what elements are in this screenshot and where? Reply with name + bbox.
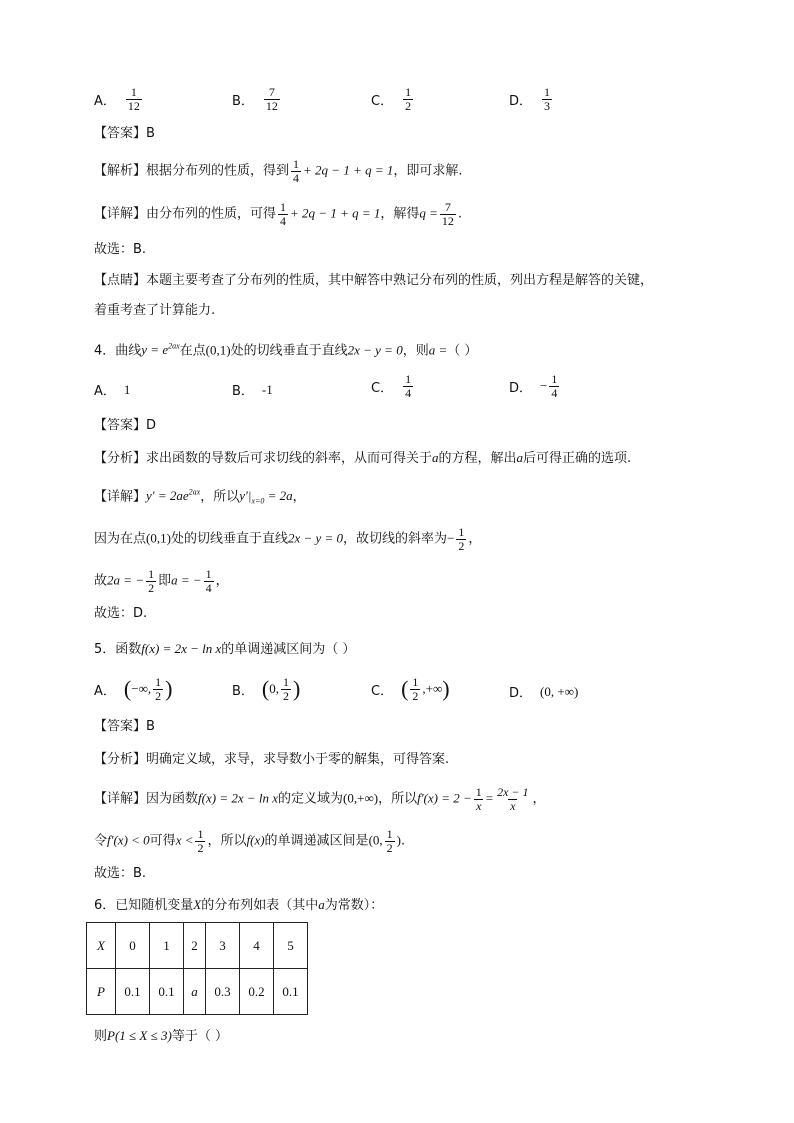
- var-a: a: [516, 450, 524, 465]
- punct: ，: [468, 531, 482, 547]
- detail-text: 因为函数: [146, 791, 199, 807]
- close-paren: ): [165, 676, 173, 702]
- table-cell: 1: [150, 923, 184, 969]
- equation: 2a = −: [107, 572, 145, 588]
- table-row: [87, 923, 308, 969]
- q5-detail-line1: [94, 786, 734, 812]
- fenxi-tag: 【分析】: [94, 451, 147, 466]
- analysis-tail: ，即可求解.: [393, 163, 463, 179]
- interval-start: (0,: [368, 832, 383, 848]
- q4-option-b: [232, 380, 273, 399]
- table-cell: 4: [240, 923, 274, 969]
- q5-choose: 故选：B.: [94, 866, 147, 881]
- fraction: $\frac{1}{2}$: [155, 675, 162, 703]
- q5-option-a: [94, 676, 172, 702]
- table-cell: 0.3: [206, 969, 240, 1015]
- q3-comment-line2: 着重考查了计算能力.: [94, 303, 216, 318]
- fraction: $\frac{1}{12}$: [127, 85, 140, 113]
- stem-text: 5．函数: [94, 642, 142, 657]
- answer-value: D: [146, 418, 157, 433]
- open-paren: (: [401, 676, 409, 702]
- equals: =: [485, 790, 494, 806]
- domain: (0,+∞): [343, 790, 379, 806]
- table-cell: 0.1: [274, 969, 308, 1015]
- fraction: $\frac{2x - 1}{x}$: [497, 785, 529, 813]
- fraction-half: $\frac{1}{2}$: [148, 567, 155, 595]
- fraction-quarter: $\frac{1}{4}$: [293, 157, 300, 185]
- deriv-exp: 2ax: [188, 488, 201, 497]
- close-paren: ): [442, 676, 450, 702]
- q6-ask: [94, 1026, 734, 1047]
- detail-text: 由分布列的性质，可得: [146, 206, 277, 222]
- q5-stem: [94, 639, 734, 660]
- line-expr: 2x − y = 0: [347, 342, 403, 358]
- curve-base: y = e: [141, 342, 169, 358]
- stem-text: 为常数）：: [324, 898, 384, 913]
- detail-text: ，所以: [207, 833, 247, 849]
- q4-option-a: [94, 380, 130, 399]
- stem-text: 的单调递减区间为（ ）: [221, 642, 356, 657]
- deriv-base: y′ = 2ae: [146, 488, 189, 504]
- interval: (0, +∞): [540, 683, 579, 699]
- q4-stem: [94, 337, 734, 361]
- table-cell: a: [184, 969, 206, 1015]
- fraction-quarter: $\frac{1}{4}$: [205, 567, 212, 595]
- curve-expr: [141, 342, 179, 357]
- detail-tag: 【详解】: [94, 489, 147, 505]
- fenxi-text: 明确定义域，求导，求导数小于零的解集，可得答案.: [146, 752, 450, 767]
- answer-tag: 【答案】: [94, 126, 147, 141]
- fraction: $\frac{1}{4}$: [405, 372, 412, 400]
- detail-text: 令: [94, 833, 108, 849]
- option-label: A．: [94, 384, 116, 399]
- punct: ，: [292, 489, 306, 505]
- inequality: f′(x) < 0: [107, 832, 150, 848]
- open-paren: (: [261, 676, 270, 702]
- deriv-eval: [239, 488, 293, 506]
- option-label: D．: [509, 380, 533, 396]
- distribution-table: [86, 922, 308, 1015]
- table-cell: 0: [116, 923, 150, 969]
- option-value: -1: [261, 381, 273, 397]
- table-cell: 2: [184, 923, 206, 969]
- comment-tag: 【点睛】: [94, 273, 147, 288]
- var-x: X: [193, 897, 202, 912]
- func-expr: f(x) = 2x − ln x: [141, 641, 222, 656]
- fraction: $\frac{1}{2}$: [405, 85, 412, 113]
- q3-detail: 【详解】由分布列的性质，可得 $\frac{1}{4}$ + 2q − 1 + q = 1，解得q = $\frac{7}{12}$ .: [94, 200, 463, 228]
- option-label: D．: [509, 93, 533, 109]
- detail-text: 故: [94, 573, 108, 589]
- fraction: $\frac{1}{2}$: [283, 675, 289, 703]
- fraction: $\frac{1}{2}$: [412, 675, 419, 703]
- q3-comment: [94, 271, 734, 291]
- analysis-tag: 【解析】: [94, 163, 147, 179]
- q4-answer: [94, 416, 734, 436]
- equation: + 2q − 1 + q = 1: [290, 205, 381, 221]
- punct: ，: [532, 791, 546, 807]
- q4-detail-line2: [94, 526, 734, 552]
- const-a: a: [318, 897, 325, 912]
- option-label: C．: [371, 380, 394, 396]
- x-lt: x <: [175, 832, 194, 848]
- fraction-q-value: $\frac{7}{12}$: [441, 200, 454, 228]
- detail-text: 即: [158, 573, 172, 589]
- table-cell: 0.1: [150, 969, 184, 1015]
- q3-analysis: [94, 158, 734, 184]
- point: (0,1): [146, 530, 171, 546]
- detail-text: 处的切线垂直于直线: [170, 531, 288, 547]
- fraction-quarter: $\frac{1}{4}$: [280, 200, 287, 228]
- minus-sign: −: [540, 378, 548, 394]
- q5-option-c: [371, 676, 450, 702]
- answer-tag: 【答案】: [94, 719, 147, 734]
- eval-result: = 2a: [267, 488, 293, 504]
- derivative: [146, 488, 200, 503]
- q4-choose: 故选：D.: [94, 606, 148, 621]
- stem-text: 的分布列如表（其中: [201, 898, 319, 913]
- q3-option-d: [509, 86, 554, 112]
- stem-text: 在点: [179, 343, 206, 359]
- q6-stem: [94, 895, 734, 916]
- option-label: A．: [94, 93, 116, 109]
- prob-expr: P(1 ≤ X ≤ 3): [107, 1028, 172, 1043]
- stem-text: 4．曲线: [94, 343, 142, 359]
- derivative: f′(x) = 2 −: [417, 790, 472, 806]
- q3-option-a: [94, 86, 144, 112]
- table-cell: 0.1: [116, 969, 150, 1015]
- answer-value: B: [146, 719, 155, 734]
- option-label: C．: [371, 683, 394, 699]
- interval-end: ,+∞: [422, 681, 443, 697]
- fraction: $\frac{7}{12}$: [265, 85, 278, 113]
- detail-text: 因为在点: [94, 531, 147, 547]
- punct: .: [401, 833, 406, 849]
- detail-text: 可得: [149, 833, 176, 849]
- interval-end: ): [396, 832, 401, 848]
- fraction: $\frac{1}{x}$: [475, 785, 482, 813]
- option-label: B．: [232, 683, 254, 699]
- open-paren: (: [123, 676, 132, 702]
- option-label: C．: [371, 93, 394, 109]
- option-label: D．: [509, 686, 533, 701]
- stem-text: 等于（ ）: [171, 1029, 228, 1044]
- fraction-half: $\frac{1}{2}$: [386, 827, 393, 855]
- q4-option-c: [371, 373, 415, 399]
- stem-text: 则: [94, 1029, 108, 1044]
- fenxi-tag: 【分析】: [94, 752, 147, 767]
- close-paren: ): [293, 676, 301, 702]
- q4-fenxi: [94, 448, 734, 469]
- comment-text: 本题主要考查了分布列的性质，其中解答中熟记分布列的性质，列出方程是解答的关键，: [146, 273, 654, 288]
- table-cell: 5: [274, 923, 308, 969]
- table-cell: 3: [206, 923, 240, 969]
- stem-text: ，则: [402, 343, 429, 359]
- q3-answer: [94, 124, 734, 144]
- detail-tag: 【详解】: [94, 791, 147, 807]
- detail-text: ，所以: [378, 791, 418, 807]
- func-name: f(x): [246, 832, 265, 848]
- q5-detail-line2: [94, 828, 734, 854]
- q5-option-d: [509, 682, 578, 701]
- option-value: 1: [123, 381, 131, 397]
- fenxi-text: 求出函数的导数后可求切线的斜率，从而可得关于: [146, 451, 433, 466]
- stem-text: 处的切线垂直于直线: [230, 343, 348, 359]
- var-a: a: [432, 450, 439, 465]
- q3-option-b: [232, 86, 282, 112]
- table-cell: X: [87, 923, 116, 969]
- fraction-half: $\frac{1}{2}$: [458, 525, 465, 553]
- eval-sub: x=0: [251, 496, 265, 506]
- q-lhs: q =: [419, 205, 438, 221]
- fenxi-text: 后可得正确的选项.: [523, 451, 632, 466]
- curve-exponent: 2ax: [168, 342, 180, 351]
- answer-tag: 【答案】: [94, 418, 147, 433]
- table-cell: P: [87, 969, 116, 1015]
- minus-sign: −: [447, 530, 455, 546]
- result: a = −: [171, 572, 202, 588]
- interval-start: −∞,: [131, 681, 152, 697]
- q3-option-c: [371, 86, 415, 112]
- equation: + 2q − 1 + q = 1: [303, 162, 394, 178]
- q5-fenxi: [94, 750, 734, 770]
- punct: ，: [215, 573, 229, 589]
- fraction: $\frac{1}{3}$: [544, 85, 551, 113]
- analysis-text: 根据分布列的性质，得到: [146, 163, 290, 179]
- q4-detail-line1: [94, 483, 734, 512]
- interval-start: 0,: [269, 681, 279, 697]
- detail-text: 的单调递减区间是: [264, 833, 369, 849]
- fraction: $\frac{1}{4}$: [551, 372, 558, 400]
- fraction-half: $\frac{1}{2}$: [197, 827, 204, 855]
- table-row: [87, 969, 308, 1015]
- line-expr: 2x − y = 0: [287, 530, 344, 546]
- q4-option-d: [509, 373, 561, 399]
- ask-expr: a =: [428, 342, 448, 358]
- fenxi-text: 的方程，解出: [438, 451, 517, 466]
- answer-value: B: [146, 126, 155, 141]
- q5-answer: [94, 717, 734, 737]
- stem-text: 6．已知随机变量: [94, 898, 194, 913]
- func-expr: f(x) = 2x − ln x: [198, 790, 279, 806]
- detail-tag: 【详解】: [94, 206, 147, 222]
- option-label: B．: [232, 93, 254, 109]
- table-cell: 0.2: [240, 969, 274, 1015]
- detail-mid: ，解得: [380, 206, 420, 222]
- detail-text: ，所以: [200, 489, 240, 505]
- answer-blank: （ ）: [447, 343, 478, 359]
- detail-text: 的定义域为: [278, 791, 344, 807]
- q5-option-b: [232, 676, 300, 702]
- point: (0,1): [205, 342, 231, 358]
- option-label: A．: [94, 683, 116, 699]
- q3-choose: 故选：B.: [94, 242, 147, 257]
- detail-text: ，故切线的斜率为: [343, 531, 448, 547]
- q4-detail-line3: [94, 568, 734, 594]
- option-label: B．: [232, 384, 254, 399]
- eval-base: y′|: [239, 488, 252, 504]
